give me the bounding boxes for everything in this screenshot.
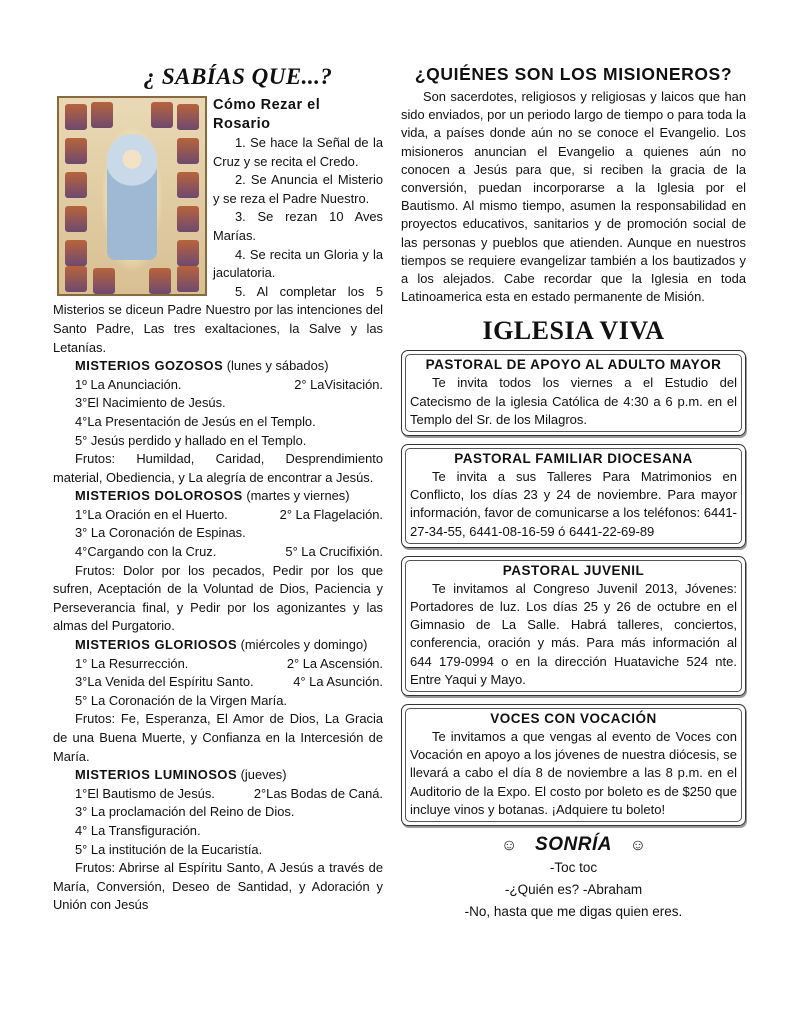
- list-item: 1º La Anunciación. 2° LaVisitación.: [75, 376, 383, 392]
- step-5: 5. Al completar los 5 Misterios se diceun Padre Nuestro por las intenciones del Santo Padre, Las tres exaltaciones, la Salve y las Letanías.: [53, 283, 383, 355]
- luminosos-frutos: Frutos: Abrirse al Espíritu Santo, A Jesús a través de María, Conversión, Deseo de Santidad, y Adoración y Unión con Jesús: [53, 860, 383, 913]
- dolorosos-frutos: Frutos: Dolor por los pecados, Pedir por los que sufren, Aceptación de la Voluntad de Dios, Paciencia y Perseverancia final, y Pedir por los agonizantes y las almas del Purgatorio.: [53, 562, 383, 634]
- adulto-mayor-box: [401, 350, 746, 436]
- step-4: 4. Se recita un Gloria y la jaculatoria.: [213, 246, 383, 281]
- list-item: 1° La Resurrección. 2° La Ascensión.: [75, 655, 383, 671]
- gozosos-frutos: Frutos: Humildad, Caridad, Desprendimiento material, Obediencia, y La alegría de encontrar a Jesús.: [53, 451, 383, 485]
- box-text: Te invita todos los viernes a el Estudio del Catecismo de la iglesia Católica de 4:30 a 6 p.m. en el Templo del Sr. de los Milagros.: [410, 375, 737, 427]
- list-item: 5° La Coronación de la Virgen María.: [75, 692, 288, 708]
- list-item: 3° La proclamación del Reino de Dios.: [75, 804, 295, 820]
- box-title: PASTORAL DE APOYO AL ADULTO MAYOR: [425, 357, 722, 373]
- box-title: PASTORAL FAMILIAR DIOCESANA: [454, 451, 693, 467]
- box-text: Te invitamos a que vengas al evento de Voces con Vocación en apoyo a los jóvenes de nuestra diócesis, se llevará a cabo el día 8 de noviembre a las 8 p.m. en el Auditorio de la Expo. El costo por boleto es de $250 que incluye vinos y botanas. ¡Adquiere tu boleto!: [410, 729, 737, 817]
- box-title: VOCES CON VOCACIÓN: [490, 711, 657, 727]
- luminosos-header: MISTERIOS LUMINOSOS (jueves): [75, 767, 287, 783]
- step-1: 1. Se hace la Señal de la Cruz y se recita el Credo.: [213, 135, 383, 169]
- voces-vocacion-box: [401, 704, 746, 826]
- misioneros-title: ¿QUIÉNES SON LOS MISIONEROS?: [414, 64, 733, 84]
- list-item: 3°La Venida del Espíritu Santo. 4° La Asunción.: [75, 674, 383, 690]
- list-item: 5° Jesús perdido y hallado en el Templo.: [75, 432, 307, 448]
- pastoral-juvenil-box: [401, 556, 746, 696]
- gloriosos-header: MISTERIOS GLORIOSOS (miércoles y domingo): [75, 637, 368, 653]
- joke-line: -Toc toc: [549, 860, 598, 876]
- gozosos-header: MISTERIOS GOZOSOS (lunes y sábados): [75, 358, 329, 374]
- list-item: 1°La Oración en el Huerto. 2° La Flagelación.: [75, 506, 383, 522]
- smiley-icon: ☺: [500, 837, 518, 855]
- sonria-section: [401, 834, 746, 923]
- right-column: [401, 64, 746, 923]
- list-item: 3° La Coronación de Espinas.: [75, 525, 246, 541]
- iglesia-viva-title: IGLESIA VIVA: [482, 316, 665, 346]
- misioneros-body: Son sacerdotes, religiosos y religiosas y laicos que han sido enviados, por un periodo largo de tiempo o para toda la vida, a países donde aún no se conoce el Evangelio. Los misioneros anuncian el Evangelio a quienes aún no conocen a Jesús para que, si reciben la gracia de la conversión, puedan incorporarse a la Iglesia por el Bautismo. Al mismo tiempo, asumen la responsabilidad en proyectos educativos, sanitarios y de promoción social de las personas y pueblos que atienden. Aunque en nuestros tiempos se requiere evangelizar también a los bautizados y a los alejados. Cabe recordar que la Iglesia en toda Latinoamerica esta en estado permanente de Misión.: [401, 89, 746, 305]
- list-item: 1°El Bautismo de Jesús. 2°Las Bodas de Caná.: [75, 785, 383, 801]
- left-column: [53, 64, 383, 915]
- smiley-icon: ☺: [629, 837, 647, 855]
- list-item: 4°Cargando con la Cruz. 5° La Crucifixión.: [75, 544, 383, 560]
- sabias-que-title: ¿ SABÍAS QUE...?: [143, 64, 333, 89]
- box-title: PASTORAL JUVENIL: [502, 562, 645, 578]
- rosary-image: [57, 96, 207, 296]
- step-2: 2. Se Anuncia el Misterio y se reza el Padre Nuestro.: [213, 172, 383, 206]
- joke-line: -¿Quién es? -Abraham: [504, 882, 643, 898]
- list-item: 4° La Transfiguración.: [75, 822, 201, 838]
- list-item: 5° La institución de la Eucaristía.: [75, 841, 263, 857]
- dolorosos-header: MISTERIOS DOLOROSOS (martes y viernes): [75, 488, 350, 504]
- familiar-diocesana-box: [401, 444, 746, 548]
- como-rezar-subtitle: Cómo Rezar el Rosario: [213, 97, 321, 132]
- box-text: Te invita a sus Talleres Para Matrimonios en Conflicto, los días 23 y 24 de noviembre. Para mayor información, favor de comunicarse a los teléfonos: 6441-27-34-55, 6441-08-16-59 ó 6441-22-69-89: [410, 469, 737, 539]
- step-3: 3. Se rezan 10 Aves Marías.: [213, 209, 383, 243]
- joke-line: -No, hasta que me digas quien eres.: [464, 904, 683, 920]
- list-item: 4°La Presentación de Jesús en el Templo.: [75, 413, 316, 429]
- gloriosos-frutos: Frutos: Fe, Esperanza, El Amor de Dios, La Gracia de una Buena Muerte, y Confianza en la Intercesión de María.: [53, 711, 383, 764]
- box-text: Te invitamos al Congreso Juvenil 2013, Jóvenes: Portadores de luz. Los días 25 y 26 de octubre en el Gimnasio de La Salle. Habrá talleres, conciertos, conferencia, oración y más. Para más información al 644 179-0994 o en la dirección Huataviche 524 nte. Entre Yaqui y Mayo.: [410, 580, 737, 687]
- list-item: 3°El Nacimiento de Jesús.: [75, 395, 226, 411]
- sonria-title: SONRÍA: [535, 834, 612, 856]
